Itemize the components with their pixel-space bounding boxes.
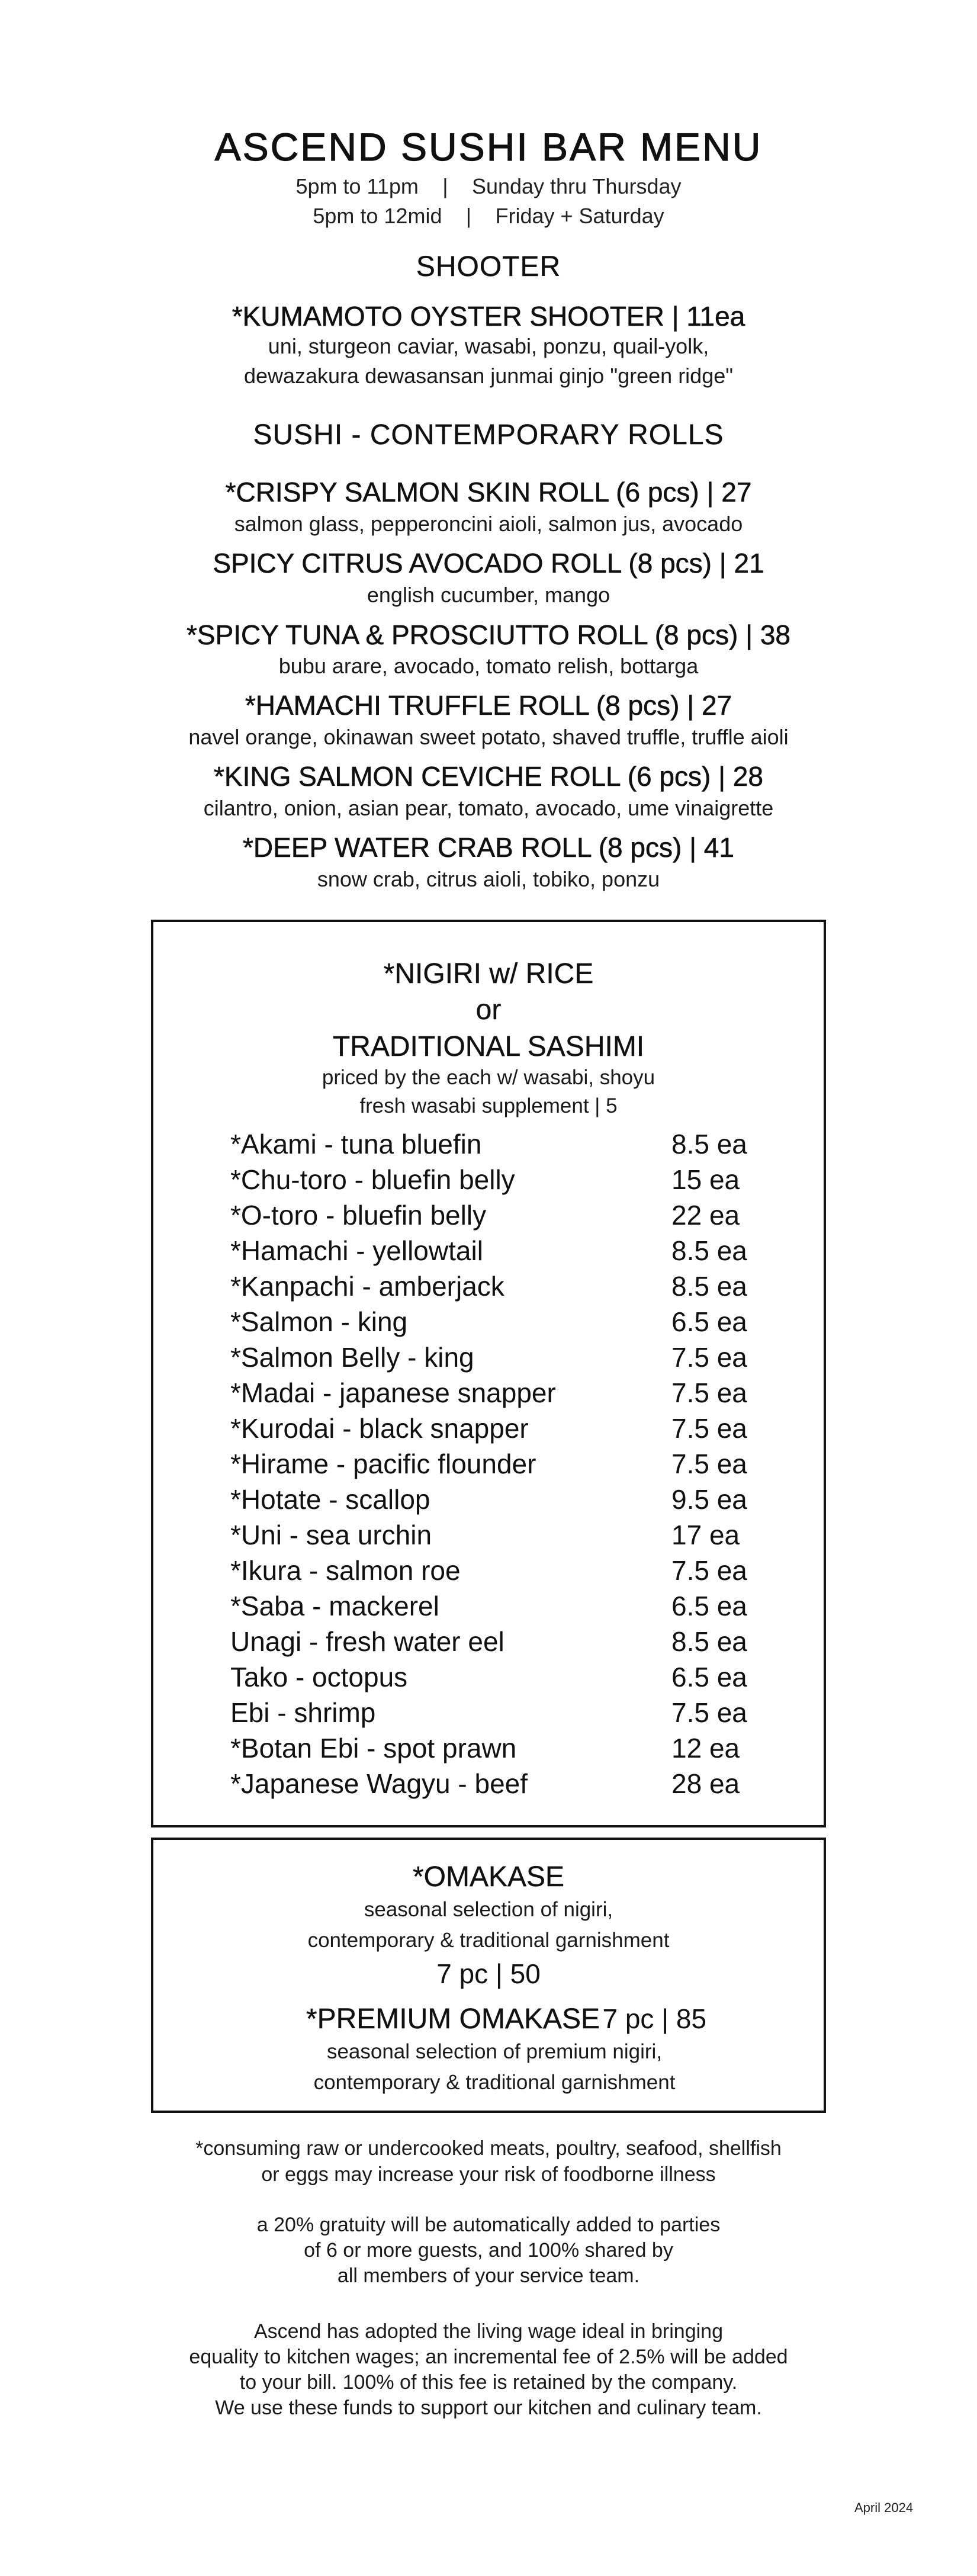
living-wage-note: We use these funds to support our kitchen and culinary team. xyxy=(215,2397,762,2419)
nigiri-price: 28 ea xyxy=(671,1768,740,1799)
list-item xyxy=(230,1126,763,1162)
list-item xyxy=(230,1659,763,1695)
hours-days: Friday + Saturday xyxy=(495,204,664,228)
nigiri-name: *Hirame - pacific flounder xyxy=(230,1448,536,1479)
list-item xyxy=(230,1411,763,1446)
list-item xyxy=(230,1695,763,1730)
menu-item-name: *KUMAMOTO OYSTER SHOOTER | 11ea xyxy=(232,301,745,332)
menu-item-description: bubu arare, avocado, tomato relish, bottarga xyxy=(278,654,699,678)
omakase-box xyxy=(151,1838,826,2113)
nigiri-price: 9.5 ea xyxy=(671,1484,747,1515)
consumption-warning: *consuming raw or undercooked meats, poultry, seafood, shellfish xyxy=(195,2137,782,2160)
nigiri-price: 12 ea xyxy=(671,1733,740,1764)
list-item xyxy=(230,1233,763,1268)
nigiri-name: *Ikura - salmon roe xyxy=(230,1555,461,1586)
nigiri-price: 7.5 ea xyxy=(671,1342,747,1373)
premium-omakase-description: seasonal selection of premium nigiri, xyxy=(326,2040,663,2063)
omakase-description: seasonal selection of nigiri, xyxy=(364,1898,613,1921)
premium-omakase-heading: *PREMIUM OMAKASE xyxy=(306,2003,600,2035)
gratuity-note: all members of your service team. xyxy=(337,2265,640,2287)
menu-item-name: *CRISPY SALMON SKIN ROLL (6 pcs) | 27 xyxy=(225,477,752,508)
nigiri-name: *Akami - tuna bluefin xyxy=(230,1129,482,1159)
nigiri-name: Ebi - shrimp xyxy=(230,1697,376,1728)
nigiri-heading-or: or xyxy=(475,994,502,1026)
nigiri-price: 8.5 ea xyxy=(671,1235,747,1266)
premium-omakase-price: 7 pc | 85 xyxy=(602,2003,707,2034)
living-wage-note: to your bill. 100% of this fee is retained by the company. xyxy=(239,2371,738,2394)
nigiri-name: *Botan Ebi - spot prawn xyxy=(230,1733,517,1764)
living-wage-note: equality to kitchen wages; an incremental fee of 2.5% will be added xyxy=(189,2346,788,2368)
nigiri-name: *Japanese Wagyu - beef xyxy=(230,1768,528,1799)
nigiri-heading: *NIGIRI w/ RICE xyxy=(383,958,594,990)
omakase-heading: *OMAKASE xyxy=(412,1861,565,1893)
list-item xyxy=(230,1553,763,1588)
page-title: ASCEND SUSHI BAR MENU xyxy=(214,125,763,169)
nigiri-price: 6.5 ea xyxy=(671,1306,747,1337)
menu-item-name: *DEEP WATER CRAB ROLL (8 pcs) | 41 xyxy=(243,832,734,863)
nigiri-price: 8.5 ea xyxy=(671,1271,747,1302)
nigiri-price: 7.5 ea xyxy=(671,1377,747,1408)
list-item xyxy=(230,1197,763,1233)
nigiri-name: *Madai - japanese snapper xyxy=(230,1377,556,1408)
hours-time: 5pm to 12mid xyxy=(313,204,442,228)
gratuity-note: of 6 or more guests, and 100% shared by xyxy=(304,2239,673,2262)
list-item xyxy=(230,1375,763,1411)
nigiri-subtitle: priced by the each w/ wasabi, shoyu xyxy=(322,1066,655,1089)
list-item xyxy=(230,1446,763,1482)
nigiri-price: 6.5 ea xyxy=(671,1662,747,1692)
nigiri-name: *O-toro - bluefin belly xyxy=(230,1200,487,1231)
nigiri-name: *Chu-toro - bluefin belly xyxy=(230,1164,515,1195)
nigiri-price: 7.5 ea xyxy=(671,1697,747,1728)
nigiri-price: 7.5 ea xyxy=(671,1555,747,1586)
premium-omakase-title xyxy=(189,2001,824,2038)
nigiri-price: 8.5 ea xyxy=(671,1626,747,1657)
menu-item-description: navel orange, okinawan sweet potato, shaved truffle, truffle aioli xyxy=(188,725,789,749)
menu-item-description: dewazakura dewasansan junmai ginjo "green ridge" xyxy=(243,364,734,388)
section-heading-rolls: SUSHI - CONTEMPORARY ROLLS xyxy=(253,419,724,451)
nigiri-price: 17 ea xyxy=(671,1520,740,1550)
living-wage-note: Ascend has adopted the living wage ideal in bringing xyxy=(254,2320,723,2343)
menu-date: April 2024 xyxy=(854,2500,914,2515)
nigiri-list xyxy=(230,1126,763,1801)
list-item xyxy=(230,1588,763,1624)
nigiri-name: *Hamachi - yellowtail xyxy=(230,1235,483,1266)
nigiri-price: 6.5 ea xyxy=(671,1591,747,1621)
list-item xyxy=(230,1624,763,1659)
nigiri-name: *Saba - mackerel xyxy=(230,1591,439,1621)
hours-row-weekday xyxy=(0,172,977,201)
omakase-price: 7 pc | 50 xyxy=(436,1958,541,1989)
hours-time: 5pm to 11pm xyxy=(295,174,419,198)
menu-item-description: salmon glass, pepperoncini aioli, salmon jus, avocado xyxy=(234,512,743,536)
menu-item-name: *KING SALMON CEVICHE ROLL (6 pcs) | 28 xyxy=(214,761,763,792)
menu-item-description: snow crab, citrus aioli, tobiko, ponzu xyxy=(317,867,660,891)
menu-item-description: uni, sturgeon caviar, wasabi, ponzu, quail-yolk, xyxy=(268,334,709,358)
section-heading-shooter: SHOOTER xyxy=(416,251,561,282)
menu-item-name: SPICY CITRUS AVOCADO ROLL (8 pcs) | 21 xyxy=(213,548,764,579)
list-item xyxy=(230,1517,763,1553)
hours-separator: | xyxy=(465,204,472,228)
omakase-description: contemporary & traditional garnishment xyxy=(307,1929,670,1952)
sashimi-heading: TRADITIONAL SASHIMI xyxy=(332,1031,645,1062)
nigiri-name: *Uni - sea urchin xyxy=(230,1520,432,1550)
list-item xyxy=(230,1162,763,1197)
menu-item-description: english cucumber, mango xyxy=(367,583,610,607)
nigiri-name: *Hotate - scallop xyxy=(230,1484,430,1515)
nigiri-name: *Salmon Belly - king xyxy=(230,1342,474,1373)
nigiri-sashimi-box xyxy=(151,920,826,1827)
hours-row-weekend xyxy=(0,201,977,231)
nigiri-price: 7.5 ea xyxy=(671,1413,747,1444)
list-item xyxy=(230,1340,763,1375)
menu-item-name: *HAMACHI TRUFFLE ROLL (8 pcs) | 27 xyxy=(245,690,732,721)
nigiri-name: *Kanpachi - amberjack xyxy=(230,1271,504,1302)
list-item xyxy=(230,1304,763,1340)
nigiri-price: 7.5 ea xyxy=(671,1448,747,1479)
list-item xyxy=(230,1766,763,1801)
nigiri-name: *Kurodai - black snapper xyxy=(230,1413,529,1444)
gratuity-note: a 20% gratuity will be automatically added to parties xyxy=(256,2214,721,2236)
menu-item-name: *SPICY TUNA & PROSCIUTTO ROLL (8 pcs) | 38 xyxy=(187,619,790,650)
list-item xyxy=(230,1730,763,1766)
nigiri-name: Tako - octopus xyxy=(230,1662,408,1692)
nigiri-price: 8.5 ea xyxy=(671,1129,747,1159)
nigiri-price: 22 ea xyxy=(671,1200,740,1231)
hours-separator: | xyxy=(442,174,448,198)
premium-omakase-description: contemporary & traditional garnishment xyxy=(313,2071,676,2094)
hours-days: Sunday thru Thursday xyxy=(471,174,682,198)
list-item xyxy=(230,1482,763,1517)
nigiri-name: *Salmon - king xyxy=(230,1306,408,1337)
nigiri-price: 15 ea xyxy=(671,1164,740,1195)
consumption-warning: or eggs may increase your risk of foodborne illness xyxy=(261,2163,716,2186)
wasabi-supplement: fresh wasabi supplement | 5 xyxy=(359,1094,618,1117)
nigiri-name: Unagi - fresh water eel xyxy=(230,1626,504,1657)
list-item xyxy=(230,1268,763,1304)
menu-item-description: cilantro, onion, asian pear, tomato, avocado, ume vinaigrette xyxy=(203,796,774,820)
